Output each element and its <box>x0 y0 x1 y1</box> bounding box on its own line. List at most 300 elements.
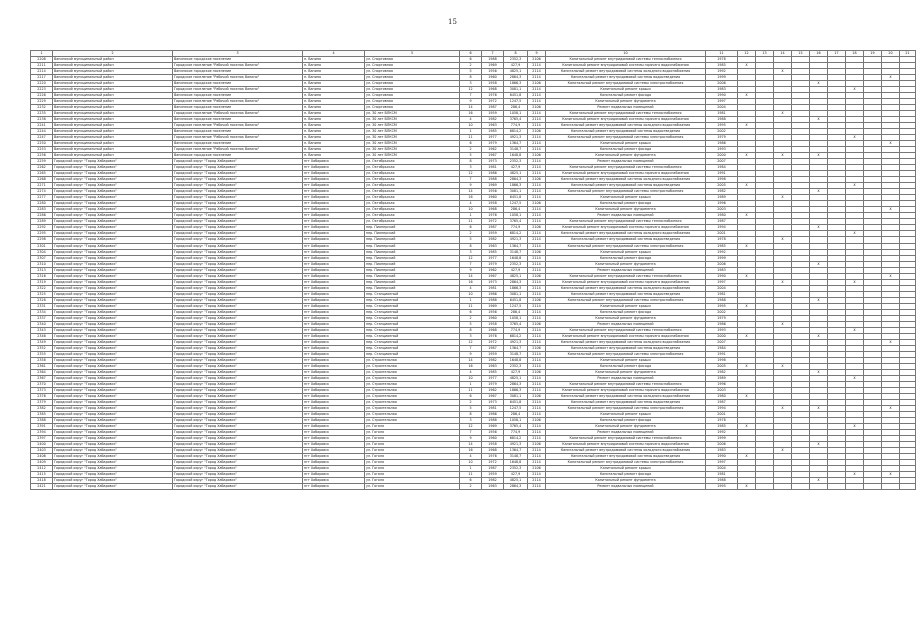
table-cell: ул. 30 лет ВЛКСМ <box>365 147 460 153</box>
table-cell: пгт Хабаровск <box>303 225 365 231</box>
table-cell: пгт Хабаровск <box>303 195 365 201</box>
table-cell: 2106 <box>528 393 546 399</box>
table-cell: Городской округ "Город Хабаровск" <box>173 177 303 183</box>
table-cell: Капитальный ремонт внутридомовой системы электроснабжения <box>546 81 706 87</box>
table-cell: 10 <box>460 460 482 466</box>
table-cell: 2114 <box>528 279 546 285</box>
table-cell: Городской округ "Город Хабаровск" <box>173 454 303 460</box>
table-cell: пгт Хабаровск <box>303 303 365 309</box>
table-cell: Городской округ "Город Хабаровск" <box>53 303 173 309</box>
table-cell: Х <box>810 442 828 448</box>
table-cell: 1988 <box>706 297 738 303</box>
table-cell: Городской округ "Город Хабаровск" <box>53 237 173 243</box>
table-cell: 5 <box>460 153 482 159</box>
table-cell: 2000 <box>706 153 738 159</box>
table-cell: Капитальный ремонт внутридомовой системы электроснабжения <box>546 460 706 466</box>
table-cell: Х <box>810 297 828 303</box>
table-cell: 2007 <box>706 339 738 345</box>
table-cell: 1959 <box>482 472 504 478</box>
table-cell: Городской округ "Город Хабаровск" <box>173 207 303 213</box>
table-cell: Капитальный ремонт внутридомовой системы водоотведения <box>546 399 706 405</box>
table-cell: пгт Хабаровск <box>303 315 365 321</box>
table-cell: Городской округ "Город Хабаровск" <box>53 213 173 219</box>
table-cell: Городской округ "Город Хабаровск" <box>173 315 303 321</box>
table-cell: пгт Хабаровск <box>303 279 365 285</box>
table-cell: Городской округ "Город Хабаровск" <box>53 460 173 466</box>
table-cell: 1969 <box>482 303 504 309</box>
table-cell: Городской округ "Город Хабаровск" <box>173 183 303 189</box>
table-cell: Ремонт подвальных помещений <box>546 105 706 111</box>
table-cell: Городской округ "Город Хабаровск" <box>53 255 173 261</box>
table-cell: 2352 <box>31 345 53 351</box>
table-cell: Капитальный ремонт фундамента <box>546 423 706 429</box>
table-cell: пер. Пионерский <box>365 279 460 285</box>
table-cell: пгт Хабаровск <box>303 261 365 267</box>
table-cell: Городской округ "Город Хабаровск" <box>53 411 173 417</box>
table-cell: 1986 <box>482 291 504 297</box>
table-cell: Городской округ "Город Хабаровск" <box>173 339 303 345</box>
table-cell: пгт Хабаровск <box>303 201 365 207</box>
table-cell: Ванинский муниципальный район <box>53 147 173 153</box>
table-cell: 2864,3 <box>504 75 528 81</box>
table-cell: 2211 <box>31 63 53 69</box>
table-cell: Ванинский муниципальный район <box>53 141 173 147</box>
table-cell: Капитальный ремонт крыши <box>546 249 706 255</box>
table-cell: Ванинский муниципальный район <box>53 57 173 63</box>
table-cell: 2114 <box>528 303 546 309</box>
table-cell: 1981 <box>706 291 738 297</box>
table-cell: 1958 <box>482 321 504 327</box>
table-cell: 1989 <box>706 375 738 381</box>
table-cell: 16 <box>460 111 482 117</box>
table-cell: Городское поселение "Рабочий поселок Ванино" <box>173 111 303 117</box>
table-cell: 2001 <box>706 411 738 417</box>
table-cell: 3081,1 <box>504 87 528 93</box>
table-cell: Городской округ "Город Хабаровск" <box>173 393 303 399</box>
table-cell: пер. Станционный <box>365 339 460 345</box>
table-cell: пгт Хабаровск <box>303 183 365 189</box>
table-cell: 2106 <box>528 177 546 183</box>
table-cell: пгт Хабаровск <box>303 411 365 417</box>
table-cell: Городской округ "Город Хабаровск" <box>53 195 173 201</box>
table-cell: ул. Строительная <box>365 417 460 423</box>
table-cell: 2106 <box>528 273 546 279</box>
table-cell: Х <box>810 225 828 231</box>
column-header: 5 <box>365 51 460 57</box>
table-cell: 8 <box>460 159 482 165</box>
table-cell: Ремонт подвальных помещений <box>546 213 706 219</box>
table-cell <box>900 484 916 490</box>
table-cell: 4825,1 <box>504 273 528 279</box>
table-cell: 11 <box>460 219 482 225</box>
table-cell: 1999 <box>706 75 738 81</box>
table-cell: пгт Хабаровск <box>303 297 365 303</box>
table-cell: 10 <box>460 375 482 381</box>
table-cell: 1973 <box>482 279 504 285</box>
table-cell: Городской округ "Город Хабаровск" <box>173 333 303 339</box>
table-cell: 427,9 <box>504 63 528 69</box>
table-cell: Х <box>774 448 792 454</box>
table-cell: 6814,2 <box>504 436 528 442</box>
table-cell: 2418 <box>31 478 53 484</box>
table-cell: 2114 <box>528 75 546 81</box>
table-cell: 2 <box>460 231 482 237</box>
table-cell: 2340 <box>31 321 53 327</box>
table-cell: ул. Гоголя <box>365 460 460 466</box>
table-cell: Ванинский муниципальный район <box>53 69 173 75</box>
table-cell: пгт Хабаровск <box>303 285 365 291</box>
table-cell: Капитальный ремонт внутридомовой системы холодного водоснабжения <box>546 285 706 291</box>
table-cell: Городской округ "Город Хабаровск" <box>53 297 173 303</box>
table-cell: 4825,1 <box>504 375 528 381</box>
table-cell: Городской округ "Город Хабаровск" <box>173 249 303 255</box>
table-cell: Х <box>774 69 792 75</box>
table-cell: 2106 <box>528 105 546 111</box>
table-cell: Городской округ "Город Хабаровск" <box>53 327 173 333</box>
table-cell: Х <box>810 189 828 195</box>
table-cell: 1992 <box>706 429 738 435</box>
table-cell: Городской округ "Город Хабаровск" <box>173 351 303 357</box>
table-cell: Городской округ "Город Хабаровск" <box>53 171 173 177</box>
table-cell: Х <box>774 153 792 159</box>
table-cell: Городской округ "Город Хабаровск" <box>53 249 173 255</box>
table-cell: Городской округ "Город Хабаровск" <box>53 454 173 460</box>
table-cell: Городской округ "Город Хабаровск" <box>53 207 173 213</box>
table-cell: Капитальный ремонт внутридомовой системы холодного водоснабжения <box>546 123 706 129</box>
table-cell: 1986 <box>482 411 504 417</box>
table-cell: 1958 <box>482 201 504 207</box>
table-cell: 6814,2 <box>504 333 528 339</box>
table-cell: Городской округ "Город Хабаровск" <box>53 436 173 442</box>
table-cell: Городской округ "Город Хабаровск" <box>173 195 303 201</box>
table-cell: Городской округ "Город Хабаровск" <box>173 436 303 442</box>
table-cell: 2114 <box>528 423 546 429</box>
table-cell: Городской округ "Город Хабаровск" <box>53 357 173 363</box>
table-cell: 427,9 <box>504 267 528 273</box>
table-cell: ул. Гоголя <box>365 423 460 429</box>
table-cell: ул. Октябрьская <box>365 213 460 219</box>
table-cell: 2114 <box>528 165 546 171</box>
table-cell: 6 <box>460 141 482 147</box>
table-cell: 2217 <box>31 75 53 81</box>
table-cell: 1986 <box>706 321 738 327</box>
table-cell: Х <box>810 369 828 375</box>
table-cell: ул. Строительная <box>365 357 460 363</box>
table-cell: Капитальный ремонт фундамента <box>546 369 706 375</box>
table-cell: 2106 <box>528 81 546 87</box>
table-cell: 2379 <box>31 399 53 405</box>
table-cell: 1967 <box>482 153 504 159</box>
table-cell: 2114 <box>528 315 546 321</box>
table-cell: 1866,3 <box>504 387 528 393</box>
table-cell: Капитальный ремонт внутридомовой системы электроснабжения <box>546 297 706 303</box>
table-cell: пгт Хабаровск <box>303 309 365 315</box>
table-cell: 1991 <box>706 171 738 177</box>
table-cell: пгт Хабаровск <box>303 393 365 399</box>
table-cell: Городской округ "Город Хабаровск" <box>173 267 303 273</box>
table-cell: 2319 <box>31 279 53 285</box>
table-cell: ул. Гоголя <box>365 454 460 460</box>
table-cell: Городской округ "Город Хабаровск" <box>53 225 173 231</box>
table-cell: ул. Спортивная <box>365 81 460 87</box>
table-cell: Капитальный ремонт внутридомовой системы электроснабжения <box>546 135 706 141</box>
table-cell: 2114 <box>528 387 546 393</box>
table-cell: 1364,7 <box>504 243 528 249</box>
table-cell: пгт Хабаровск <box>303 255 365 261</box>
table-cell: 16 <box>460 448 482 454</box>
table-cell: Х <box>882 141 900 147</box>
table-cell: 1648,8 <box>504 357 528 363</box>
table-cell: пер. Станционный <box>365 309 460 315</box>
table-cell: 1960 <box>482 436 504 442</box>
table-cell: Городское поселение "Рабочий поселок Ванино" <box>173 123 303 129</box>
table-cell: Капитальный ремонт фундамента <box>546 153 706 159</box>
table-cell: 2226 <box>31 93 53 99</box>
table-cell: 6814,2 <box>504 231 528 237</box>
table-cell: ул. Спортивная <box>365 57 460 63</box>
table-cell: 4921,3 <box>504 237 528 243</box>
table-cell: 2373 <box>31 387 53 393</box>
table-cell: пгт Хабаровск <box>303 363 365 369</box>
table-cell: 6 <box>460 225 482 231</box>
table-cell: Х <box>738 123 756 129</box>
table-cell: Городской округ "Город Хабаровск" <box>173 261 303 267</box>
table-cell: Городской округ "Город Хабаровск" <box>53 267 173 273</box>
table-cell: 2114 <box>528 351 546 357</box>
table-cell: 4825,1 <box>504 69 528 75</box>
table-cell: 1247,5 <box>504 99 528 105</box>
table-cell: Ванинское городское поселение <box>173 57 303 63</box>
table-cell: Капитальный ремонт внутридомовой системы теплоснабжения <box>546 219 706 225</box>
table-cell: 1866,3 <box>504 81 528 87</box>
table-cell: Ванинский муниципальный район <box>53 153 173 159</box>
table-cell: 2002 <box>706 309 738 315</box>
table-cell: 2114 <box>528 231 546 237</box>
table-cell: 2334 <box>31 309 53 315</box>
table-cell: 1981 <box>482 165 504 171</box>
table-cell: 2364 <box>31 369 53 375</box>
table-cell: Городской округ "Город Хабаровск" <box>173 321 303 327</box>
table-cell: Городской округ "Город Хабаровск" <box>53 291 173 297</box>
table-cell: Ванинское городское поселение <box>173 93 303 99</box>
table-cell: 2214 <box>31 69 53 75</box>
table-cell: Х <box>846 327 864 333</box>
table-cell: ул. Гоголя <box>365 472 460 478</box>
table-cell: Капитальный ремонт внутридомовой системы теплоснабжения <box>546 57 706 63</box>
table-cell: 6451,8 <box>504 195 528 201</box>
table-cell: 1990 <box>706 454 738 460</box>
table-cell: 2114 <box>528 63 546 69</box>
table-cell: пгт Хабаровск <box>303 345 365 351</box>
table-cell: Капитальный ремонт внутридомовой системы холодного водоснабжения <box>546 177 706 183</box>
table-cell: 2265 <box>31 171 53 177</box>
table-cell: 2298 <box>31 237 53 243</box>
table-cell: 1976 <box>482 454 504 460</box>
table-cell: 1983 <box>706 448 738 454</box>
table-cell: 3 <box>460 333 482 339</box>
table-cell: 1981 <box>706 472 738 478</box>
table-cell: 1991 <box>706 351 738 357</box>
table-cell: 2106 <box>528 466 546 472</box>
table-cell: 14 <box>460 442 482 448</box>
table-cell: 2301 <box>31 243 53 249</box>
table-cell: 1984 <box>706 165 738 171</box>
table-cell: Городской округ "Город Хабаровск" <box>173 219 303 225</box>
table-cell: Х <box>774 321 792 327</box>
table-cell: Городской округ "Город Хабаровск" <box>173 411 303 417</box>
table-cell: 1973 <box>482 159 504 165</box>
table-cell: пгт Хабаровск <box>303 484 365 490</box>
table-cell: 2358 <box>31 357 53 363</box>
table-cell: пер. Пионерский <box>365 267 460 273</box>
table-cell: Капитальный ремонт внутридомовой системы теплоснабжения <box>546 111 706 117</box>
table-cell: ул. Строительная <box>365 387 460 393</box>
table-cell: 2274 <box>31 189 53 195</box>
column-header: 19 <box>864 51 882 57</box>
table-cell: пгт Хабаровск <box>303 466 365 472</box>
table-cell: Капитальный ремонт внутридомовой системы водоотведения <box>546 291 706 297</box>
table-cell: 1979 <box>482 141 504 147</box>
table-cell: Ванинский муниципальный район <box>53 129 173 135</box>
table-cell: 1866,3 <box>504 183 528 189</box>
table-cell: 1 <box>460 297 482 303</box>
table-cell: Капитальный ремонт внутридомовой системы водоотведения <box>546 454 706 460</box>
table-cell: 12 <box>460 423 482 429</box>
table-cell: Капитальный ремонт внутридомовой системы горячего водоснабжения <box>546 279 706 285</box>
table-cell: ул. 30 лет ВЛКСМ <box>365 141 460 147</box>
column-header: 15 <box>792 51 810 57</box>
table-cell: 774,9 <box>504 327 528 333</box>
table-cell: п. Ванино <box>303 153 365 159</box>
table-cell: Капитальный ремонт внутридомовой системы водоотведения <box>546 345 706 351</box>
table-cell: п. Ванино <box>303 123 365 129</box>
table-cell: 2114 <box>528 123 546 129</box>
table-cell: 2114 <box>528 69 546 75</box>
table-cell: Городской округ "Город Хабаровск" <box>173 285 303 291</box>
table-cell: Х <box>738 153 756 159</box>
table-cell: Городской округ "Город Хабаровск" <box>53 279 173 285</box>
table-cell: 1969 <box>482 423 504 429</box>
table-cell: Капитальный ремонт внутридомовой системы электроснабжения <box>546 351 706 357</box>
table-cell: Х <box>882 472 900 478</box>
table-cell: 3148,7 <box>504 147 528 153</box>
table-cell: 2007 <box>706 159 738 165</box>
table-cell: 8 <box>460 411 482 417</box>
table-cell: 14 <box>460 357 482 363</box>
table-cell: пгт Хабаровск <box>303 273 365 279</box>
table-cell: Х <box>738 333 756 339</box>
table-cell: 2322 <box>31 285 53 291</box>
table-cell: Капитальный ремонт крыши <box>546 357 706 363</box>
table-cell: п. Ванино <box>303 135 365 141</box>
table-cell: 14 <box>460 105 482 111</box>
table-cell: Городской округ "Город Хабаровск" <box>53 189 173 195</box>
table-cell: 2864,3 <box>504 279 528 285</box>
table-cell: 3 <box>460 165 482 171</box>
table-cell: Городское поселение "Рабочий поселок Ванино" <box>173 87 303 93</box>
table-cell: Городской округ "Город Хабаровск" <box>53 159 173 165</box>
table-cell: 4 <box>460 285 482 291</box>
table-cell: 2005 <box>706 363 738 369</box>
table-cell: 2114 <box>528 484 546 490</box>
table-cell: ул. 30 лет ВЛКСМ <box>365 135 460 141</box>
table-cell: Городской округ "Город Хабаровск" <box>173 297 303 303</box>
table-cell: 12 <box>460 255 482 261</box>
table-cell: Капитальный ремонт фасада <box>546 93 706 99</box>
table-cell: 1979 <box>706 315 738 321</box>
table-cell: 2400 <box>31 442 53 448</box>
table-cell: пер. Пионерский <box>365 285 460 291</box>
table-cell: Городской округ "Город Хабаровск" <box>53 472 173 478</box>
table-cell: Капитальный ремонт внутридомовой системы водоотведения <box>546 129 706 135</box>
table-cell: пгт Хабаровск <box>303 249 365 255</box>
table-cell: 1982 <box>706 369 738 375</box>
table-cell: 2406 <box>31 454 53 460</box>
table-cell: 2114 <box>528 207 546 213</box>
table-cell: 1247,5 <box>504 303 528 309</box>
table-cell: ул. Спортивная <box>365 63 460 69</box>
table-cell: Капитальный ремонт внутридомовой системы теплоснабжения <box>546 436 706 442</box>
table-cell: пер. Станционный <box>365 321 460 327</box>
table-cell: ул. Гоголя <box>365 448 460 454</box>
table-cell: пгт Хабаровск <box>303 436 365 442</box>
table-cell: 1973 <box>482 399 504 405</box>
table-cell: 11 <box>460 387 482 393</box>
table-cell: Капитальный ремонт внутридомовой системы горячего водоснабжения <box>546 333 706 339</box>
table-cell: 3765,4 <box>504 321 528 327</box>
table-cell: 2114 <box>528 195 546 201</box>
table-cell: 5 <box>460 405 482 411</box>
table-cell: 2106 <box>528 153 546 159</box>
table-cell <box>774 484 792 490</box>
table-cell: Капитальный ремонт внутридомовой системы теплоснабжения <box>546 273 706 279</box>
table-cell: ул. Октябрьская <box>365 201 460 207</box>
table-cell: 7 <box>460 261 482 267</box>
table-cell: 1978 <box>706 57 738 63</box>
table-cell: п. Ванино <box>303 99 365 105</box>
table-cell: 2283 <box>31 207 53 213</box>
table-cell: 2331 <box>31 303 53 309</box>
page-number: 15 <box>448 18 457 26</box>
table-cell: Капитальный ремонт внутридомовой системы теплоснабжения <box>546 165 706 171</box>
table-cell: 2004 <box>706 105 738 111</box>
table-cell: ул. Гоголя <box>365 478 460 484</box>
table-cell: Х <box>846 231 864 237</box>
table-cell: 2106 <box>528 369 546 375</box>
table-cell: 2114 <box>528 87 546 93</box>
table-row <box>31 484 916 490</box>
table-cell: 2114 <box>528 327 546 333</box>
table-cell: пер. Пионерский <box>365 237 460 243</box>
table-cell: 1962 <box>482 267 504 273</box>
column-header: 7 <box>482 51 504 57</box>
table-cell: Капитальный ремонт внутридомовой системы горячего водоснабжения <box>546 225 706 231</box>
table-cell: пгт Хабаровск <box>303 159 365 165</box>
table-cell: ул. 30 лет ВЛКСМ <box>365 117 460 123</box>
table-cell: 2310 <box>31 261 53 267</box>
table-cell: 11 <box>460 472 482 478</box>
column-header: 18 <box>846 51 864 57</box>
table-cell: 2006 <box>706 442 738 448</box>
table-cell: пгт Хабаровск <box>303 171 365 177</box>
table-cell: ул. Спортивная <box>365 93 460 99</box>
table-cell: 2415 <box>31 472 53 478</box>
table-cell: 1987 <box>482 225 504 231</box>
table-cell: Городской округ "Город Хабаровск" <box>173 309 303 315</box>
table-cell: 2006 <box>706 261 738 267</box>
table-cell: 3148,7 <box>504 454 528 460</box>
table-cell: 1956 <box>482 429 504 435</box>
